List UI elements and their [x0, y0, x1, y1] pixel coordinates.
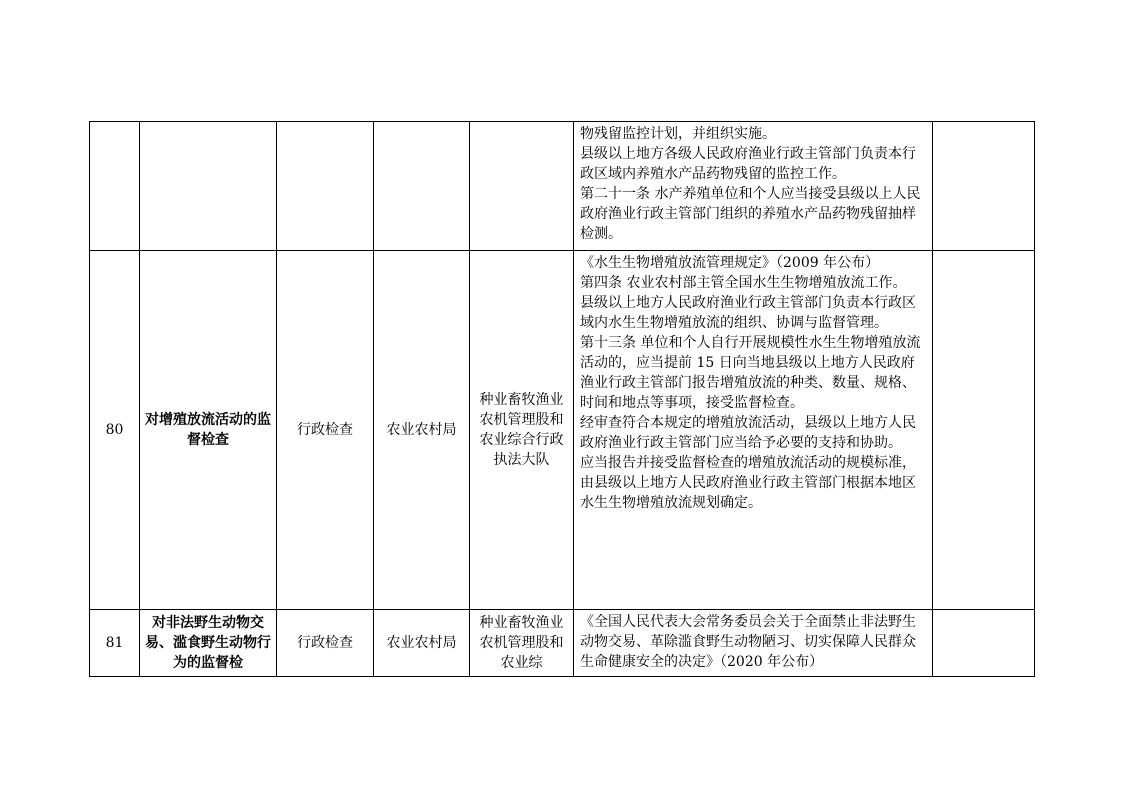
item-name: 对增殖放流活动的监督检查 [140, 251, 277, 610]
basis-paragraph: 经审查符合本规定的增殖放流活动，县级以上地方人民政府渔业行政主管部门应当给予必要的支持和协助。 [580, 415, 916, 451]
basis-paragraph: 第十三条 单位和个人自行开展规模性水生生物增殖放流活动的，应当提前 15 日向当地县级以上地方人民政府渔业行政主管部门报告增殖放流的种类、数量、规格、时间和地点等事项，接受监督检查。 [580, 335, 921, 411]
item-name: 对非法野生动物交易、滥食野生动物行为的监督检 [140, 610, 277, 677]
department [374, 122, 470, 251]
row-number [90, 122, 140, 251]
legal-basis [574, 610, 933, 677]
table-row [90, 251, 1035, 610]
basis-paragraph: 《水生生物增殖放流管理规定》（2009 年公布） [580, 255, 880, 271]
department: 农业农村局 [374, 251, 470, 610]
implementing-unit [470, 122, 574, 251]
legal-basis [574, 122, 933, 251]
basis-paragraph: 县级以上地方各级人民政府渔业行政主管部门负责本行政区域内养殖水产品药物残留的监控工作。 [580, 146, 916, 182]
basis-paragraph: 物残留监控计划，并组织实施。 [580, 126, 776, 142]
basis-paragraph: 第四条 农业农村部主管全国水生生物增殖放流工作。 [580, 275, 907, 291]
item-type [277, 122, 374, 251]
row-number: 80 [90, 251, 140, 610]
remark [933, 251, 1035, 610]
basis-paragraph: 第二十一条 水产养殖单位和个人应当接受县级以上人民政府渔业行政主管部门组织的养殖水产品药物残留抽样检测。 [580, 186, 921, 242]
basis-paragraph: 应当报告并接受监督检查的增殖放流活动的规模标准，由县级以上地方人民政府渔业行政主管部门根据本地区水生生物增殖放流规划确定。 [580, 455, 916, 511]
item-type: 行政检查 [277, 251, 374, 610]
remark [933, 122, 1035, 251]
basis-paragraph: 《全国人民代表大会常务委员会关于全面禁止非法野生动物交易、革除滥食野生动物陋习、切实保障人民群众生命健康安全的决定》（2020 年公布） [580, 614, 916, 670]
item-type: 行政检查 [277, 610, 374, 677]
implementing-unit: 种业畜牧渔业农机管理股和农业综 [470, 610, 574, 677]
department: 农业农村局 [374, 610, 470, 677]
basis-paragraph: 县级以上地方人民政府渔业行政主管部门负责本行政区域内水生生物增殖放流的组织、协调与监督管理。 [580, 295, 916, 331]
regulation-table [89, 121, 1035, 677]
table-row [90, 610, 1035, 677]
legal-basis [574, 251, 933, 610]
item-name [140, 122, 277, 251]
implementing-unit: 种业畜牧渔业农机管理股和农业综合行政执法大队 [470, 251, 574, 610]
table-row [90, 122, 1035, 251]
remark [933, 610, 1035, 677]
row-number: 81 [90, 610, 140, 677]
